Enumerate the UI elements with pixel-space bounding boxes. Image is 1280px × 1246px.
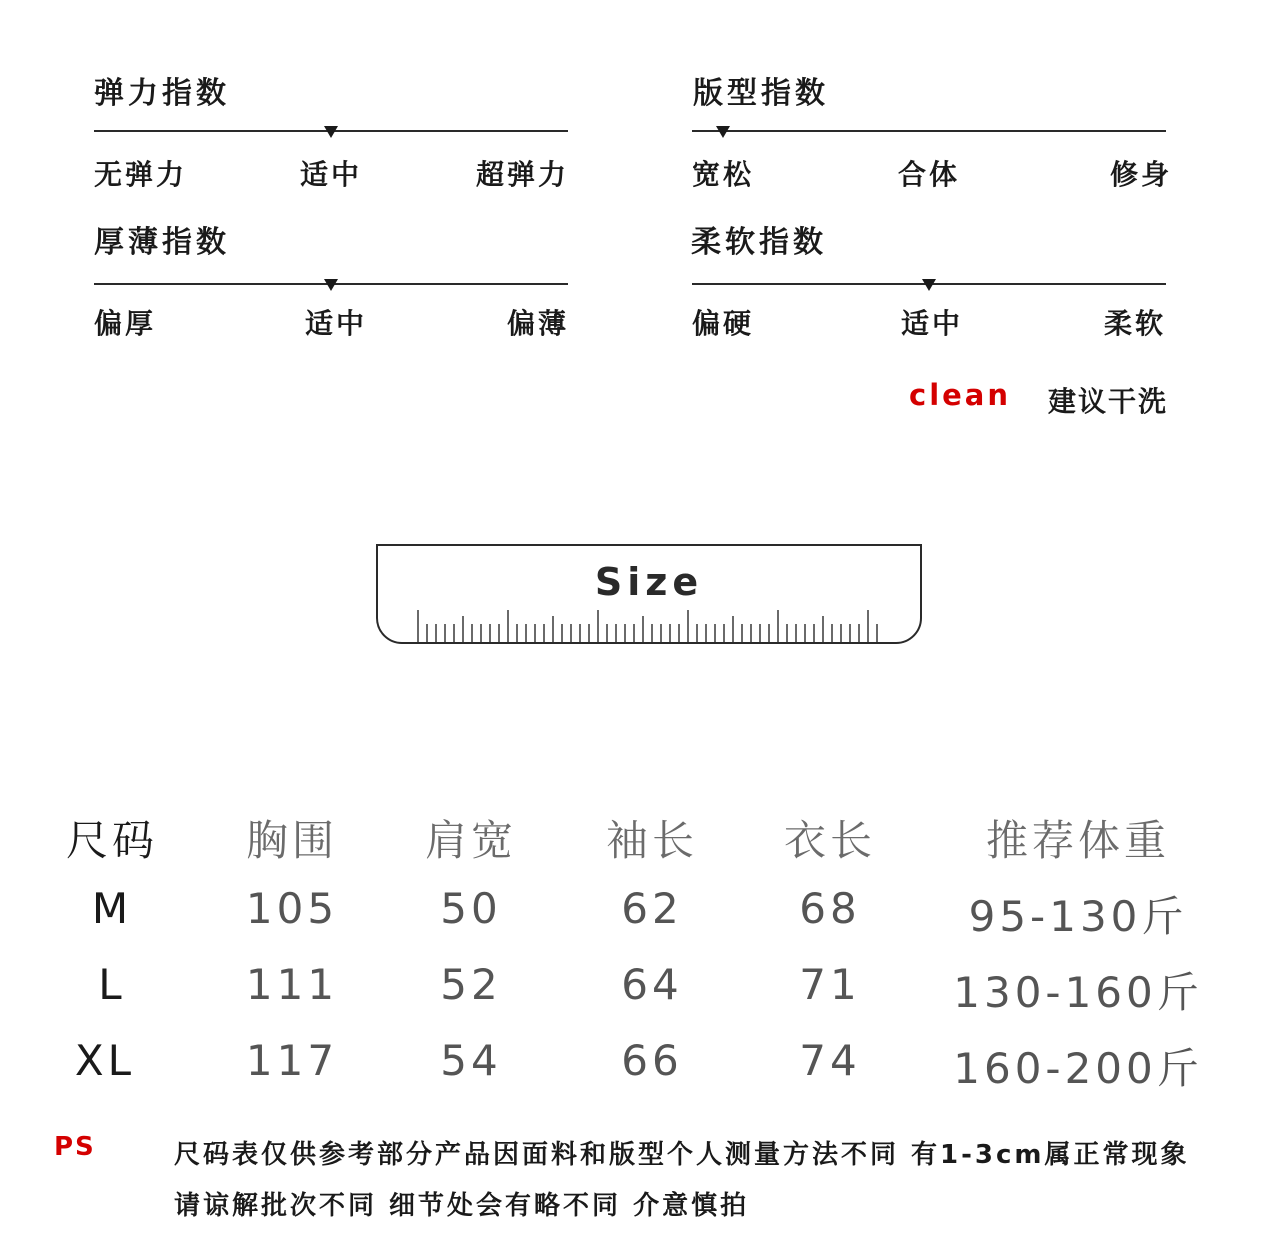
ruler-icon bbox=[416, 604, 882, 646]
table-cell: 66 bbox=[621, 1036, 683, 1085]
size-banner-title: Size bbox=[594, 560, 704, 604]
table-cell: 95-130斤 bbox=[968, 892, 1188, 941]
table-cell: 71 bbox=[799, 960, 861, 1009]
table-cell: XL bbox=[74, 1036, 136, 1085]
table-cell: 54 bbox=[440, 1036, 502, 1085]
header-chest: 胸围 bbox=[245, 816, 339, 865]
thickness-marker bbox=[324, 279, 338, 291]
table-cell: M bbox=[91, 884, 133, 933]
table-cell: 74 bbox=[799, 1036, 861, 1085]
header-length: 衣长 bbox=[783, 816, 877, 865]
table-cell: 68 bbox=[799, 884, 861, 933]
header-weight: 推荐体重 bbox=[985, 816, 1171, 865]
fit-label-low: 宽松 bbox=[692, 158, 755, 191]
table-cell: 160-200斤 bbox=[953, 1044, 1203, 1093]
elasticity-label-low: 无弹力 bbox=[94, 158, 188, 191]
table-cell: L bbox=[98, 960, 126, 1009]
table-cell: 62 bbox=[621, 884, 683, 933]
note-line-2: 请谅解批次不同 细节处会有略不同 介意慎拍 bbox=[174, 1191, 750, 1221]
table-cell: 117 bbox=[245, 1036, 339, 1085]
header-sleeve: 袖长 bbox=[605, 816, 699, 865]
softness-label-low: 偏硬 bbox=[692, 307, 755, 340]
fit-marker bbox=[716, 126, 730, 138]
table-cell: 64 bbox=[621, 960, 683, 1009]
table-cell: 111 bbox=[245, 960, 339, 1009]
thickness-index-title: 厚薄指数 bbox=[94, 225, 230, 260]
elasticity-index-title: 弹力指数 bbox=[94, 76, 230, 111]
fit-scale-line bbox=[692, 130, 1166, 132]
thickness-label-high: 偏薄 bbox=[507, 307, 570, 340]
care-word: clean bbox=[909, 378, 1012, 412]
table-cell: 130-160斤 bbox=[953, 968, 1203, 1017]
softness-marker bbox=[922, 279, 936, 291]
header-shoulder: 肩宽 bbox=[424, 816, 518, 865]
table-cell: 105 bbox=[245, 884, 339, 933]
softness-label-mid: 适中 bbox=[901, 307, 964, 340]
care-instruction: 建议干洗 bbox=[1048, 385, 1169, 418]
softness-index-title: 柔软指数 bbox=[691, 225, 827, 260]
note-line-1: 尺码表仅供参考部分产品因面料和版型个人测量方法不同 有1-3cm属正常现象 bbox=[174, 1140, 1190, 1170]
elasticity-label-mid: 适中 bbox=[300, 158, 363, 191]
fit-label-high: 修身 bbox=[1110, 158, 1173, 191]
thickness-label-mid: 适中 bbox=[305, 307, 368, 340]
elasticity-marker bbox=[324, 126, 338, 138]
softness-label-high: 柔软 bbox=[1104, 307, 1167, 340]
elasticity-label-high: 超弹力 bbox=[476, 158, 570, 191]
fit-label-mid: 合体 bbox=[898, 158, 961, 191]
table-cell: 50 bbox=[440, 884, 502, 933]
fit-index-title: 版型指数 bbox=[693, 76, 829, 111]
table-cell: 52 bbox=[440, 960, 502, 1009]
header-size: 尺码 bbox=[65, 816, 159, 865]
thickness-label-low: 偏厚 bbox=[94, 307, 157, 340]
ps-label: PS bbox=[54, 1132, 96, 1162]
